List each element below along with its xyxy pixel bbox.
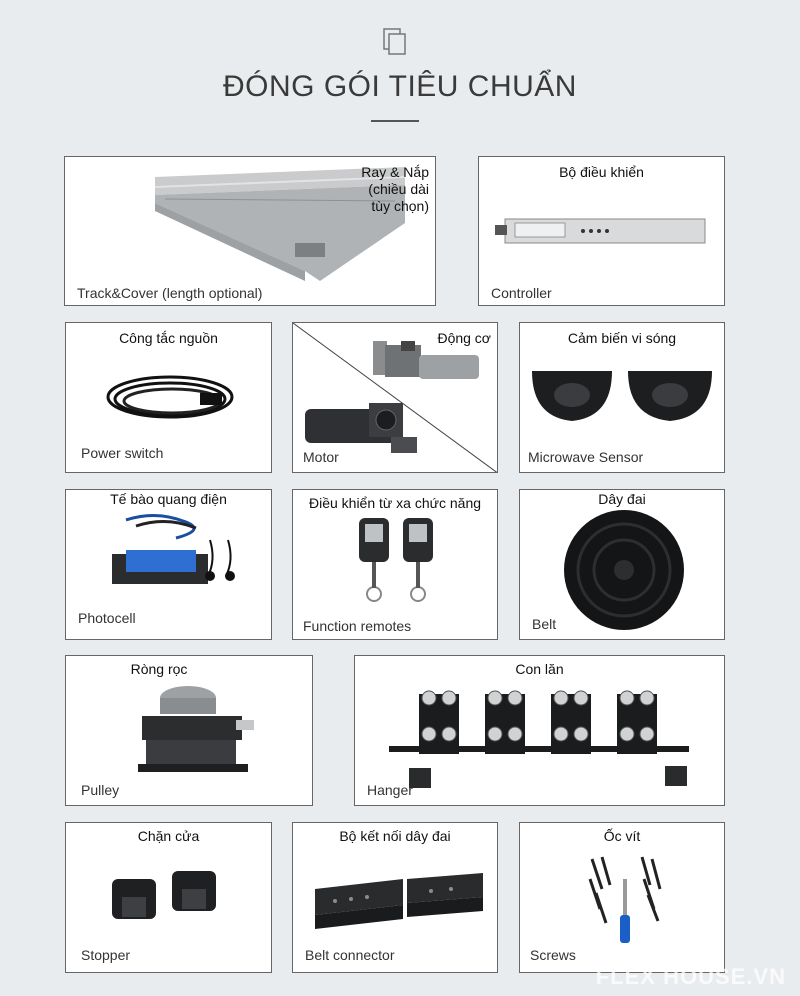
beltconn-image [311, 869, 487, 933]
remotes-image [355, 514, 439, 606]
hanger-image [389, 684, 699, 794]
item-card-photocell [65, 489, 272, 640]
controller-en-label: Controller [491, 285, 552, 301]
belt-vn-label: Dây đai [598, 491, 646, 507]
pulley-vn-label: Ròng rọc [130, 661, 188, 677]
hanger-vn-label: Con lăn [515, 661, 564, 677]
sensor-vn-label: Cảm biến vi sóng [567, 330, 677, 346]
controller-image [495, 213, 713, 247]
screws-en-label: Screws [530, 947, 576, 963]
item-card-motor [292, 322, 498, 473]
track-vn-label-1: Ray & Nắp [361, 164, 429, 180]
watermark: FLEX HOUSE.VN [595, 964, 786, 989]
item-card-controller [478, 156, 725, 306]
item-card-remotes [292, 489, 498, 640]
item-card-stopper [65, 822, 272, 973]
page-title: ĐÓNG GÓI TIÊU CHUẨN [223, 70, 577, 103]
stopper-en-label: Stopper [81, 947, 131, 963]
copy-icon [383, 28, 407, 56]
power-cable-image [100, 369, 240, 429]
controller-vn-label: Bộ điều khiển [559, 164, 644, 180]
photocell-en-label: Photocell [78, 610, 136, 626]
remotes-en-label: Function remotes [303, 618, 412, 634]
motor-vn-label: Động cơ [437, 330, 491, 346]
screws-image [586, 849, 666, 947]
belt-en-label: Belt [532, 616, 557, 632]
hanger-en-label: Hanger [367, 782, 413, 798]
photocell-image [106, 510, 256, 590]
stopper-image [108, 867, 222, 931]
screws-vn-label: Ốc vít [603, 828, 641, 844]
pulley-image [138, 682, 258, 774]
item-card-belt [519, 489, 725, 640]
item-card-hanger [354, 655, 725, 806]
photocell-vn-label: Tế bào quang điện [110, 491, 227, 507]
item-card-screws [519, 822, 725, 973]
item-card-sensor [519, 322, 725, 473]
track-en-label: Track&Cover (length optional) [77, 285, 263, 301]
motor-en-label: Motor [303, 449, 339, 465]
beltconn-vn-label: Bộ kết nối dây đai [339, 828, 451, 844]
track-vn-label-3: tùy chọn) [371, 198, 429, 214]
item-card-power [65, 322, 272, 473]
item-card-pulley [65, 655, 313, 806]
title-divider [371, 120, 419, 122]
power-en-label: Power switch [81, 445, 164, 461]
item-card-track [64, 156, 436, 306]
track-vn-label-2: (chiều dài [368, 181, 429, 197]
item-card-beltconn [292, 822, 498, 973]
stopper-vn-label: Chặn cửa [137, 828, 200, 844]
pulley-en-label: Pulley [81, 782, 120, 798]
sensor-en-label: Microwave Sensor [528, 449, 644, 465]
beltconn-en-label: Belt connector [305, 947, 395, 963]
power-vn-label: Công tắc nguồn [119, 330, 218, 346]
belt-roll-image [562, 508, 686, 632]
remotes-vn-label: Điều khiển từ xa chức năng [308, 495, 482, 511]
sensor-image [528, 367, 718, 427]
